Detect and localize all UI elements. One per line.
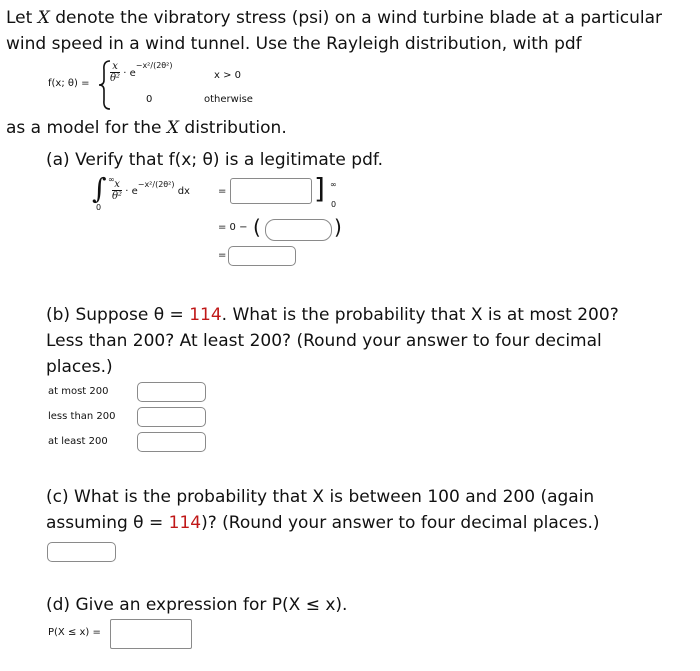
bound-top: ∞ <box>330 180 337 189</box>
close-paren: ) <box>334 215 342 239</box>
integrand <box>112 180 190 202</box>
theta-value: 114 <box>189 305 222 325</box>
part-b-text: (b) Suppose θ = <box>46 305 190 325</box>
as-model-line <box>6 116 287 140</box>
antiderivative-input[interactable] <box>230 178 312 204</box>
label-less-than: less than 200 <box>48 411 116 422</box>
integral-lower: 0 <box>96 203 102 212</box>
frac-numerator: x <box>114 179 120 190</box>
pdf-cond-1: x > 0 <box>214 70 242 81</box>
theta-value: 114 <box>168 513 202 533</box>
pdf-cond-2: otherwise <box>204 94 253 105</box>
pdf-case-1 <box>110 62 173 84</box>
part-c-line-2 <box>46 511 599 535</box>
at-least-200-input[interactable] <box>137 432 206 452</box>
cdf-input-label: P(X ≤ x) = <box>48 627 101 638</box>
intro-text: Let <box>6 8 38 28</box>
part-b-line-3: places.) <box>46 357 113 377</box>
var-x: X <box>37 8 50 28</box>
open-paren: ( <box>253 215 261 239</box>
between-100-200-input[interactable] <box>47 542 116 562</box>
frac-denominator: θ² <box>110 73 121 84</box>
integral-upper: ∞ <box>108 175 115 184</box>
part-b-text: . What is the probability that X is at most 200? <box>221 305 619 325</box>
dx: dx <box>177 186 190 197</box>
frac-denominator: θ² <box>112 191 123 202</box>
label-at-least: at least 200 <box>48 436 108 447</box>
part-a-label: (a) Verify that f(x; θ) is a legitimate pdf. <box>46 150 384 170</box>
part-b-line-1 <box>46 303 619 327</box>
as-model-text: as a model for the <box>6 118 167 138</box>
frac-numerator: x <box>112 61 118 72</box>
as-model-text: distribution. <box>179 118 287 138</box>
integral-sign: ∫ <box>92 172 107 205</box>
part-c-line-1: (c) What is the probability that X is between 100 and 200 (again <box>46 487 595 507</box>
eq-sign-3: = <box>218 250 227 261</box>
lower-limit-input[interactable] <box>265 219 332 241</box>
intro-line-2: wind speed in a wind tunnel. Use the Rayleigh distribution, with pdf <box>6 34 582 54</box>
part-c-text: )? (Round your answer to four decimal places.) <box>201 513 600 533</box>
pdf-zero: 0 <box>146 94 153 105</box>
label-at-most: at most 200 <box>48 386 109 397</box>
less-than-200-input[interactable] <box>137 407 206 427</box>
cdf-expression-input[interactable] <box>110 619 192 649</box>
pdf-lhs: f(x; θ) = <box>48 78 90 89</box>
part-b-line-2: Less than 200? At least 200? (Round your answer to four decimal <box>46 331 602 351</box>
eval-bracket: ] <box>314 172 325 205</box>
intro-line-1 <box>6 6 662 30</box>
var-x: X <box>166 118 180 138</box>
bound-bottom: 0 <box>331 200 337 209</box>
zero-minus: = 0 − <box>218 222 248 233</box>
integral-result-input[interactable] <box>228 246 296 266</box>
exponent: −x²/(2θ²) <box>137 179 175 189</box>
part-d-label: (d) Give an expression for P(X ≤ x). <box>46 595 348 615</box>
exp-base: · e <box>123 68 136 79</box>
part-c-text: assuming θ = <box>46 513 169 533</box>
exponent: −x²/(2θ²) <box>135 60 173 70</box>
eq-sign-1: = <box>218 186 227 197</box>
intro-text: denote the vibratory stress (psi) on a wind turbine blade at a particular <box>49 8 663 28</box>
at-most-200-input[interactable] <box>137 382 206 402</box>
exp-base: · e <box>125 186 138 197</box>
